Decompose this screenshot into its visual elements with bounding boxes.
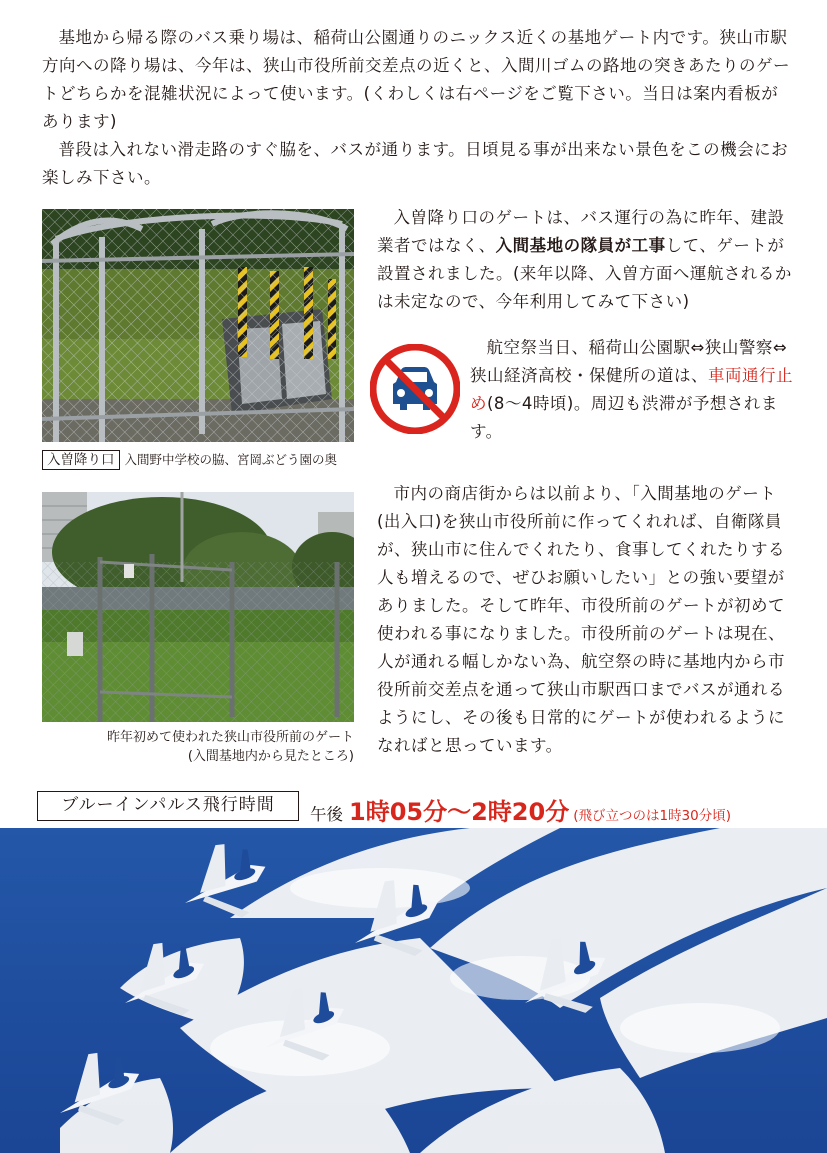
cityhall-caption-line-2: (入間基地内から見たところ) — [187, 749, 354, 764]
blue-impulse-photo — [0, 828, 827, 1153]
intro-paragraph-1: 基地から帰る際のバス乗り場は、稲荷山公園通りのニックス近くの基地ゲート内です。狭山市駅方向への降り場は、今年は、狭山市役所前交差点の近くと、入間川ゴムの路地の突きあたりのゲートどちらかを混雑状況によって使います。(くわしくは右ページをご覧下さい。当日は案内看板があります) — [42, 28, 790, 131]
iriso-gate-caption — [42, 451, 362, 469]
blue-impulse-time — [310, 792, 800, 827]
shopping-street-text — [377, 480, 795, 760]
iriso-gate-tag: 入曽降り口 — [42, 450, 120, 470]
gate-text — [377, 204, 795, 316]
cityhall-gate-photo — [42, 492, 354, 722]
gate-text-part-2: して、ゲートが設置されました。(来年以降、入曽方面へ運航されるかは未定なので、今年利用してみて下さい) — [377, 236, 792, 311]
road-closure-text — [470, 334, 795, 446]
iriso-gate-photo — [42, 209, 354, 442]
blue-impulse-time-prefix: 午後 — [310, 805, 343, 824]
gate-text-part-1: 入曽降り口のゲートは、バス運行の為に昨年、建設業者ではなく、 — [377, 208, 785, 255]
road-closure-part-1: 航空祭当日、稲荷山公園駅⇔狭山警察⇔狭山経済高校・保健所の道は、 — [470, 338, 788, 385]
cityhall-caption-line-1: 昨年初めて使われた狭山市役所前のゲート — [106, 730, 354, 745]
blue-impulse-time-range: 1時05分〜2時20分 — [349, 798, 570, 826]
cityhall-gate-caption — [42, 728, 354, 766]
intro-text — [42, 24, 794, 192]
blue-impulse-takeoff-note: (飛び立つのは1時30分頃) — [573, 808, 732, 824]
road-closure-part-2: (8〜4時頃)。周辺も渋滞が予想されます。 — [470, 394, 778, 441]
gate-text-emphasis: 入間基地の隊員が工事 — [495, 236, 666, 255]
blue-impulse-label: ブルーインパルス飛行時間 — [37, 791, 299, 821]
intro-paragraph-2: 普段は入れない滑走路のすぐ脇を、バスが通ります。日頃見る事が出来ない景色をこの機会にお楽しみ下さい。 — [42, 140, 789, 187]
shopping-street-paragraph: 市内の商店街からは以前より、「入間基地のゲート(出入口)を狭山市役所前に作ってくれれば、自衛隊員が、狭山市に住んでくれたり、食事してくれたりする人も増えるので、ぜひお願いしたい」との強い要望がありました。そして昨年、市役所前のゲートが初めて使われる事になりました。市役所前のゲートは現在、人が通れる幅しかない為、航空祭の時に基地内から市役所前交差点を通って狭山市駅西口までバスが通れるようにし、その後も日常的にゲートが使われるようになればと思っています。 — [377, 484, 785, 755]
no-vehicles-sign-icon — [370, 344, 460, 434]
iriso-gate-caption-text: 入間野中学校の脇、宮岡ぶどう園の奥 — [124, 452, 338, 467]
road-closure-emphasis: 車両通行止め — [470, 366, 793, 413]
